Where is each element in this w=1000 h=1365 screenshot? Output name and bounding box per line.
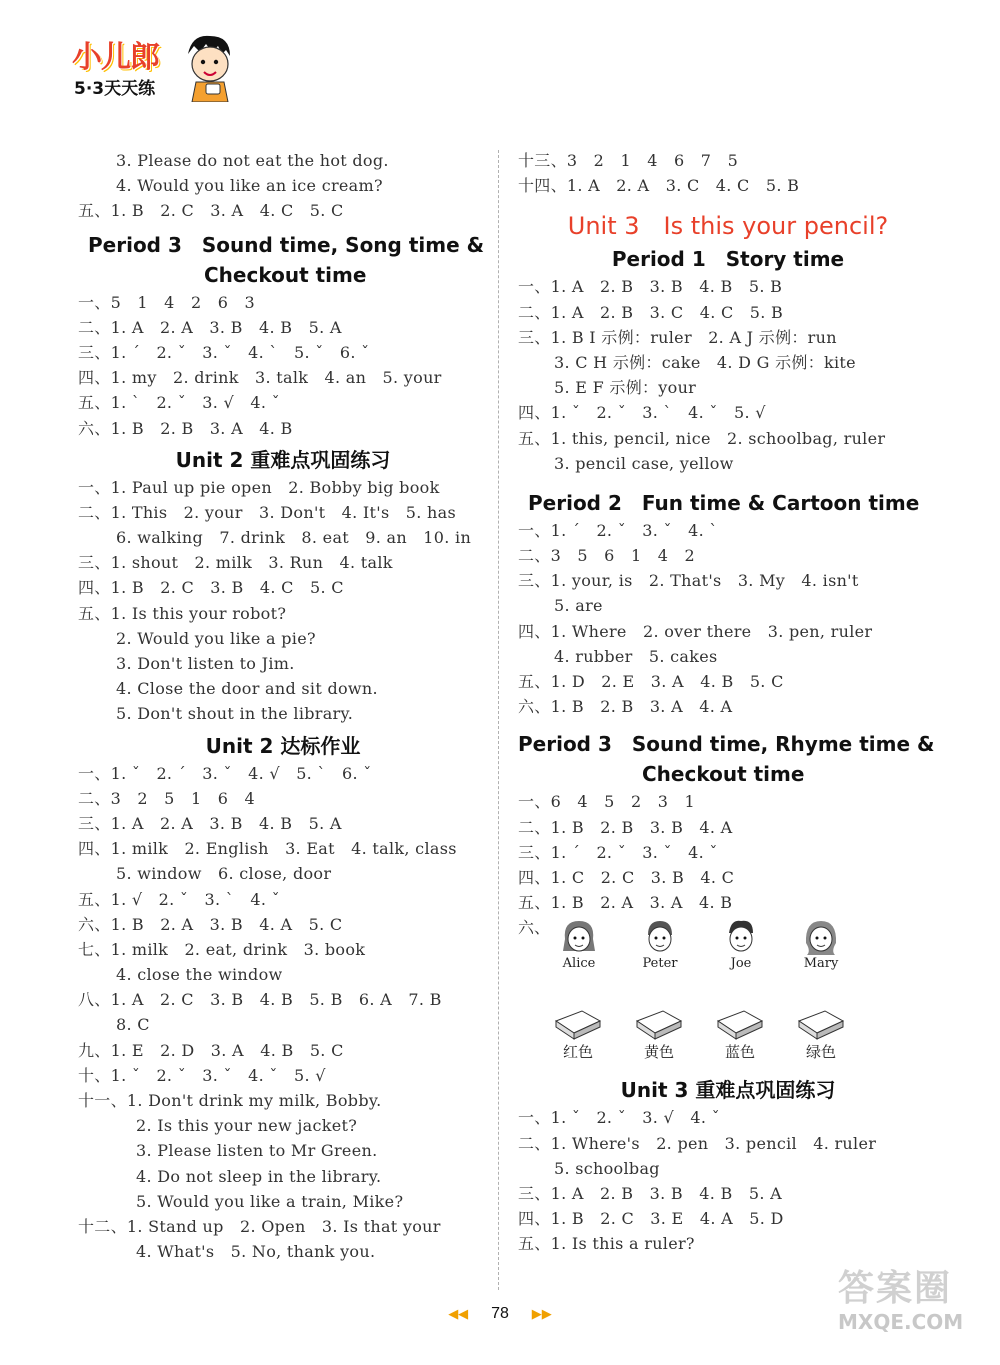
- answer-line: 十三、3 2 1 4 6 7 5: [518, 151, 739, 170]
- question-number: 六、: [518, 918, 551, 938]
- pencil-box-icon: [714, 1007, 766, 1043]
- period-heading: Period 3 Sound time, Song time &: [88, 232, 485, 257]
- prev-arrows-icon: ◀◀: [448, 1306, 469, 1321]
- answer-line: 一、1. ˇ 2. ˇ 3. √ 4. ˇ: [518, 1108, 720, 1128]
- answer-line: 五、1. ˋ 2. ˇ 3. √ 4. ˇ: [78, 393, 280, 413]
- girl-icon: [559, 917, 599, 957]
- watermark: [838, 1268, 988, 1358]
- kid-figure: [554, 917, 604, 971]
- period-heading: Checkout time: [204, 262, 367, 287]
- answer-line: 二、1. A 2. B 3. C 4. C 5. B: [518, 302, 784, 322]
- logo: [72, 32, 242, 102]
- column-divider: [498, 150, 499, 1290]
- answer-line: 五、1. B 2. A 3. A 4. B: [518, 893, 733, 913]
- answer-line: 六、1. B 2. B 3. A 4. B: [78, 418, 293, 438]
- answer-line: 5. Would you like a train, Mike?: [136, 1191, 404, 1211]
- color-box: [712, 1007, 768, 1061]
- answer-line: 六、1. B 2. B 3. A 4. A: [518, 697, 733, 717]
- answer-line: 4. rubber 5. cakes: [554, 646, 718, 666]
- period-heading: Period 2 Fun time & Cartoon time: [528, 490, 920, 515]
- kid-figure: [796, 917, 846, 971]
- pencil-box-icon: [633, 1007, 685, 1043]
- kid-name: Mary: [803, 956, 839, 972]
- girl-icon: [801, 917, 841, 957]
- answer-line: 四、1. ˇ 2. ˇ 3. ˋ 4. ˇ 5. √: [518, 403, 766, 423]
- answer-line: 三、1. A 2. B 3. B 4. B 5. A: [518, 1183, 782, 1203]
- answer-line: 4. Close the door and sit down.: [116, 679, 378, 699]
- answer-line: 十四、1. A 2. A 3. C 4. C 5. B: [518, 176, 800, 196]
- answer-line: 一、1. A 2. B 3. B 4. B 5. B: [518, 277, 783, 297]
- answer-line: 三、1. A 2. A 3. B 4. B 5. A: [78, 813, 342, 833]
- boy-icon: [721, 917, 761, 957]
- answer-line: 六、1. B 2. A 3. B 4. A 5. C: [78, 914, 343, 934]
- period-heading: Checkout time: [642, 762, 805, 787]
- answer-line: 二、1. Where's 2. pen 3. pencil 4. ruler: [518, 1133, 877, 1153]
- answer-line: 3. Please listen to Mr Green.: [136, 1141, 378, 1161]
- answer-line: 九、1. E 2. D 3. A 4. B 5. C: [78, 1040, 344, 1060]
- watermark-text: 答案圈: [838, 1268, 953, 1309]
- answer-line: 二、1. A 2. A 3. B 4. B 5. A: [78, 317, 342, 337]
- pencil-box-icon: [795, 1007, 847, 1043]
- section-heading: Unit 3 重难点巩固练习: [620, 1078, 836, 1103]
- answer-line: 3. C H 示例：cake 4. D G 示例：kite: [554, 352, 856, 372]
- color-box: [550, 1007, 606, 1061]
- kid-figure: [716, 917, 766, 971]
- answer-line: 8. C: [116, 1015, 150, 1035]
- answer-line: 五、1. Is this a ruler?: [518, 1234, 695, 1254]
- color-label: 蓝色: [724, 1043, 755, 1062]
- answer-line: 2. Is this your new jacket?: [136, 1116, 358, 1136]
- kid-figure: [635, 917, 685, 971]
- answer-line: 一、1. ˊ 2. ˇ 3. ˇ 4. ˋ: [518, 520, 718, 540]
- answer-line: 二、1. B 2. B 3. B 4. A: [518, 817, 733, 837]
- period-heading: Period 1 Story time: [611, 247, 845, 272]
- matching-figure: [518, 915, 938, 1075]
- answer-line: 三、1. ˊ 2. ˇ 3. ˇ 4. ˇ: [518, 842, 718, 862]
- answer-line: 二、3 2 5 1 6 4: [78, 788, 255, 808]
- answer-line: 二、1. This 2. your 3. Don't 4. It's 5. has: [78, 502, 456, 522]
- color-label: 红色: [562, 1043, 593, 1062]
- answer-line: 6. walking 7. drink 8. eat 9. an 10. in: [116, 528, 472, 548]
- answer-line: 十二、1. Stand up 2. Open 3. Is that your: [78, 1216, 441, 1236]
- answer-line: 4. What's 5. No, thank you.: [136, 1242, 376, 1262]
- answer-line: 三、1. shout 2. milk 3. Run 4. talk: [78, 553, 393, 573]
- section-heading: Unit 2 达标作业: [205, 733, 361, 758]
- answer-line: 四、1. C 2. C 3. B 4. C: [518, 867, 735, 887]
- answer-line: 四、1. my 2. drink 3. talk 4. an 5. your: [78, 368, 442, 388]
- kid-name: Alice: [562, 956, 596, 972]
- answer-line: 十、1. ˇ 2. ˇ 3. ˇ 4. ˇ 5. √: [78, 1065, 326, 1085]
- color-label: 绿色: [805, 1043, 836, 1062]
- answer-line: 五、1. this, pencil, nice 2. schoolbag, ruler: [518, 428, 886, 448]
- answer-line: 三、1. your, is 2. That's 3. My 4. isn't: [518, 571, 859, 591]
- answer-line: 一、1. ˇ 2. ˊ 3. ˇ 4. √ 5. ˋ 6. ˇ: [78, 763, 372, 783]
- unit-heading: Unit 3 Is this your pencil?: [567, 212, 889, 241]
- answer-line: 5. window 6. close, door: [116, 864, 332, 884]
- page-number: 78: [491, 1305, 509, 1322]
- answer-line: 5. Don't shout in the library.: [116, 704, 354, 724]
- answer-line: 五、1. D 2. E 3. A 4. B 5. C: [518, 672, 784, 691]
- answer-line: 三、1. B I 示例：ruler 2. A J 示例：run: [518, 327, 837, 347]
- answer-line: 二、3 5 6 1 4 2: [518, 546, 695, 566]
- answer-line: 八、1. A 2. C 3. B 4. B 5. B 6. A 7. B: [78, 990, 442, 1010]
- answer-line: 5. are: [554, 596, 603, 616]
- answer-line: 3. Please do not eat the hot dog.: [116, 151, 389, 170]
- color-label: 黄色: [643, 1043, 674, 1062]
- answer-line: 四、1. B 2. C 3. E 4. A 5. D: [518, 1209, 784, 1229]
- left-column: [78, 148, 488, 1264]
- boy-icon: [640, 917, 680, 957]
- next-arrows-icon: ▶▶: [531, 1306, 552, 1321]
- kid-name: Joe: [730, 956, 752, 972]
- answer-line: 五、1. B 2. C 3. A 4. C 5. C: [78, 201, 344, 221]
- section-heading: Unit 2 重难点巩固练习: [175, 447, 391, 472]
- answer-line: 四、1. Where 2. over there 3. pen, ruler: [518, 621, 873, 641]
- answer-line: 三、1. ˊ 2. ˇ 3. ˇ 4. ˋ 5. ˇ 6. ˇ: [78, 342, 370, 362]
- pencil-box-icon: [552, 1007, 604, 1043]
- mascot-icon: [178, 32, 238, 102]
- answer-line: 一、1. Paul up pie open 2. Bobby big book: [78, 477, 440, 497]
- answer-line: 五、1. √ 2. ˇ 3. ˋ 4. ˇ: [78, 889, 280, 909]
- answer-line: 5. E F 示例：your: [554, 378, 697, 398]
- answer-line: 3. pencil case, yellow: [554, 453, 734, 473]
- answer-line: 4. Would you like an ice cream?: [116, 176, 383, 196]
- answer-line: 一、5 1 4 2 6 3: [78, 292, 255, 312]
- answer-line: 3. Don't listen to Jim.: [116, 654, 295, 673]
- answer-line: 2. Would you like a pie?: [116, 628, 316, 648]
- right-column: [518, 148, 938, 1256]
- answer-line: 五、1. Is this your robot?: [78, 603, 287, 623]
- color-box: [631, 1007, 687, 1061]
- answer-line: 5. schoolbag: [554, 1158, 660, 1178]
- color-box: [793, 1007, 849, 1061]
- watermark-url: MXQE.COM: [838, 1310, 964, 1334]
- answer-line: 四、1. B 2. C 3. B 4. C 5. C: [78, 578, 344, 598]
- logo-title: 小儿郎: [72, 40, 159, 75]
- period-heading: Period 3 Sound time, Rhyme time &: [518, 732, 935, 757]
- kid-name: Peter: [642, 956, 678, 972]
- answer-line: 一、6 4 5 2 3 1: [518, 792, 695, 812]
- answer-line: 七、1. milk 2. eat, drink 3. book: [78, 939, 366, 959]
- answer-line: 4. close the window: [116, 965, 283, 985]
- answer-line: 四、1. milk 2. English 3. Eat 4. talk, class: [78, 839, 457, 859]
- logo-subtitle: 5·3天天练: [74, 79, 156, 99]
- answer-line: 4. Do not sleep in the library.: [136, 1166, 382, 1186]
- answer-line: 十一、1. Don't drink my milk, Bobby.: [78, 1091, 382, 1110]
